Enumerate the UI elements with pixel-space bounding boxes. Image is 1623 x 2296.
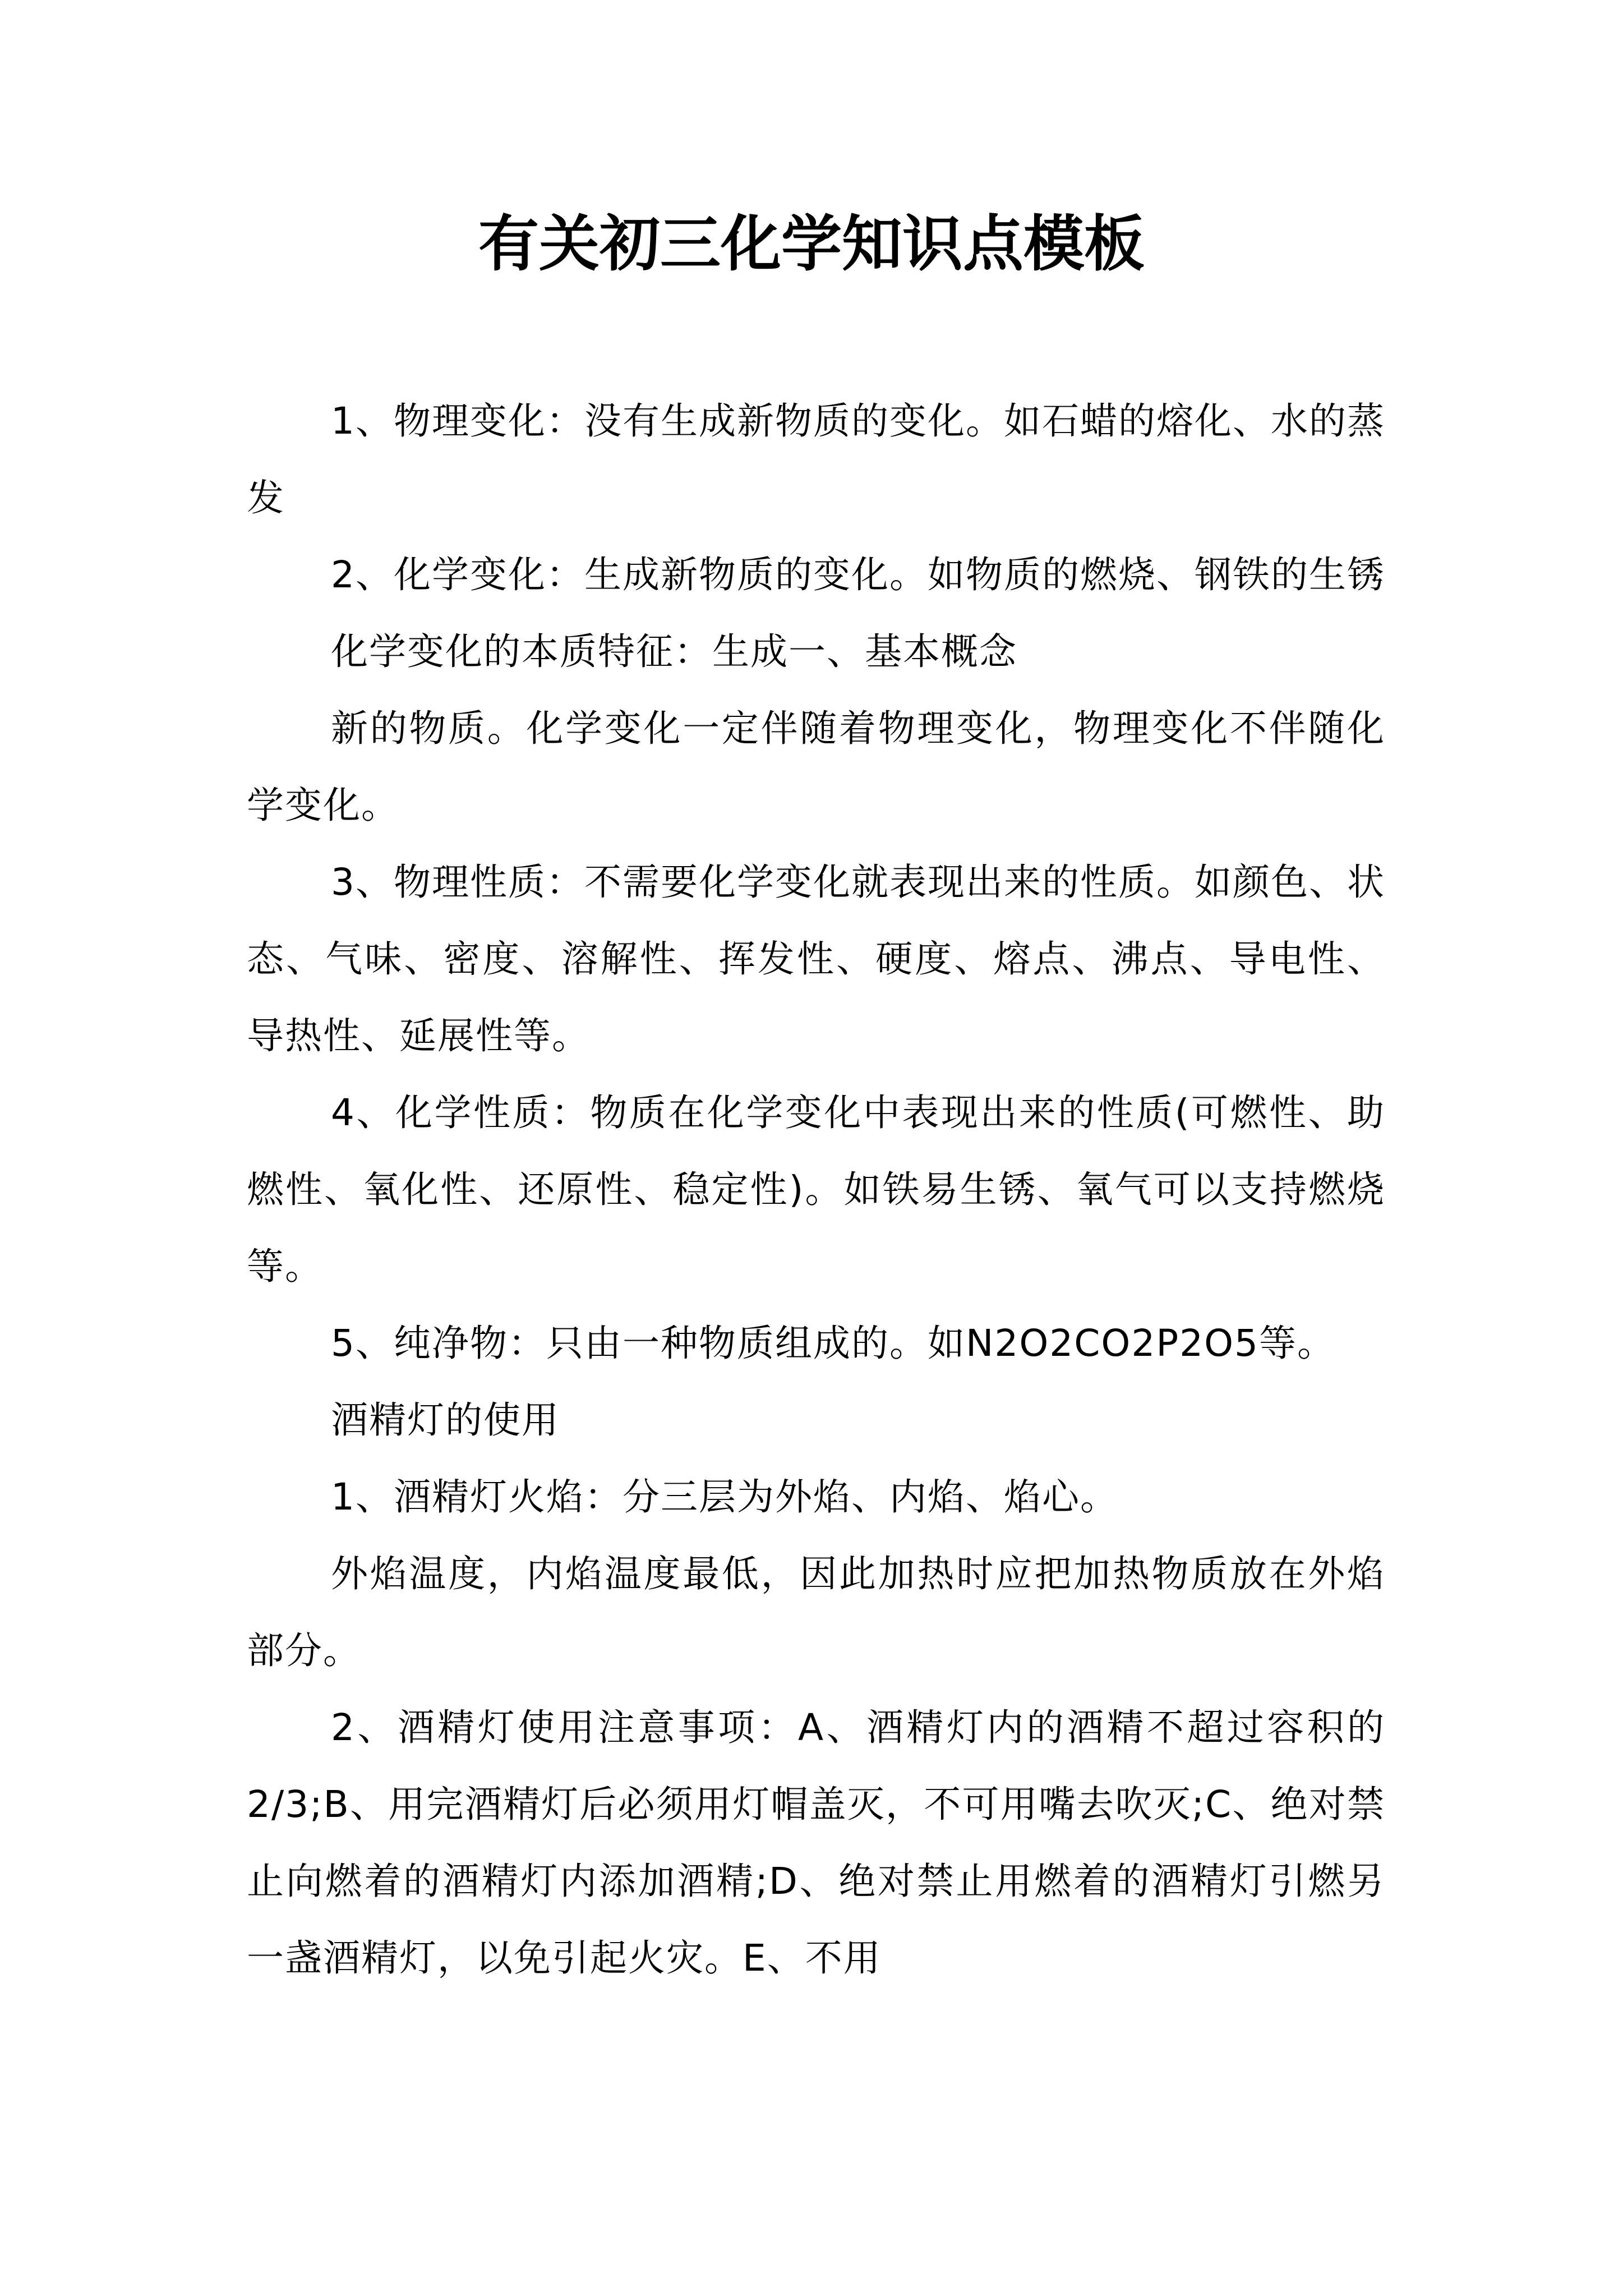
paragraph-alcohol-lamp-flame: 1、酒精灯火焰：分三层为外焰、内焰、焰心。: [331, 1475, 1118, 1519]
paragraph-pure-substance: 5、纯净物：只由一种物质组成的。如N2O2CO2P2O5等。: [331, 1322, 1336, 1365]
paragraph-physical-change: 1、物理变化：没有生成新物质的变化。如石蜡的熔化、水的蒸发: [247, 399, 1385, 519]
paragraph-new-substance: 新的物质。化学变化一定伴随着物理变化，物理变化不伴随化学变化。: [247, 707, 1385, 827]
document-title: 有关初三化学知识点模板: [478, 209, 1145, 279]
paragraph-chemical-change: 2、化学变化：生成新物质的变化。如物质的燃烧、钢铁的生锈: [331, 553, 1385, 596]
paragraph-chemical-property: 4、化学性质：物质在化学变化中表现出来的性质(可燃性、助燃性、氧化性、还原性、稳定性)。如铁易生锈、氧气可以支持燃烧等。: [247, 1091, 1385, 1288]
paragraph-flame-temperature: 外焰温度，内焰温度最低，因此加热时应把加热物质放在外焰部分。: [247, 1552, 1385, 1672]
paragraph-physical-property: 3、物理性质：不需要化学变化就表现出来的性质。如颜色、状态、气味、密度、溶解性、挥发性、硬度、熔点、沸点、导电性、导热性、延展性等。: [247, 861, 1385, 1057]
document-body: [247, 383, 1385, 1996]
paragraph-alcohol-lamp-precautions: 2、酒精灯使用注意事项：A、酒精灯内的酒精不超过容积的2/3;B、用完酒精灯后必须用灯帽盖灭，不可用嘴去吹灭;C、绝对禁止向燃着的酒精灯内添加酒精;D、绝对禁止用燃着的酒精灯引燃另一盏酒精灯，以免引起火灾。E、不用: [247, 1706, 1385, 1980]
paragraph-chemical-change-essence: 化学变化的本质特征：生成一、基本概念: [331, 630, 1017, 673]
paragraph-alcohol-lamp-heading: 酒精灯的使用: [331, 1398, 560, 1442]
